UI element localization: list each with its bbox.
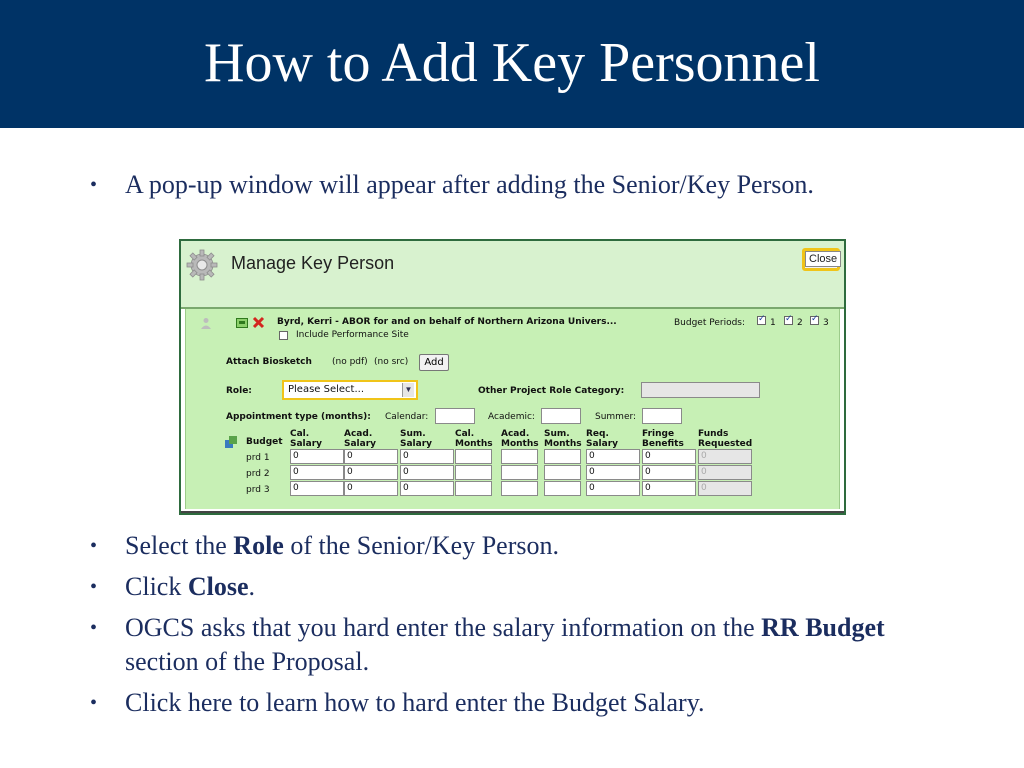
budget-cell-field[interactable]: 0 — [698, 481, 752, 496]
column-header: Salary — [586, 439, 619, 449]
bold-term: Role — [233, 531, 284, 560]
column-header: Salary — [344, 439, 377, 449]
budget-period-3-label: 3 — [823, 318, 829, 328]
bullet-fragment: A pop-up window will appear after adding the Senior/Key Person. — [125, 170, 814, 199]
column-header: Cal. — [290, 429, 310, 439]
gear-icon — [186, 249, 218, 281]
column-header: Sum. — [544, 429, 570, 439]
bullet-fragment: of the Senior/Key Person. — [283, 531, 559, 560]
manage-key-person-window — [179, 239, 846, 515]
column-header: Acad. — [501, 429, 530, 439]
budget-cell-field[interactable] — [544, 465, 581, 480]
calendar-label: Calendar: — [385, 412, 429, 422]
column-header: Req. — [586, 429, 609, 439]
close-button[interactable] — [802, 248, 840, 271]
person-icon — [200, 317, 212, 329]
summer-label: Summer: — [595, 412, 637, 422]
column-header: Cal. — [455, 429, 475, 439]
column-header: Sum. — [400, 429, 426, 439]
budget-periods-label: Budget Periods: — [674, 318, 746, 328]
popup-title: Manage Key Person — [231, 253, 395, 273]
budget-period-1-checkbox[interactable] — [757, 316, 766, 325]
bullet-fragment: . — [248, 572, 256, 601]
budget-cell-field[interactable] — [455, 449, 492, 464]
column-header: Fringe — [642, 429, 675, 439]
column-header: Requested — [698, 439, 753, 449]
delete-icon[interactable] — [252, 316, 265, 329]
edit-icon[interactable] — [236, 317, 248, 329]
summer-months-field[interactable] — [642, 408, 682, 424]
calendar-months-field[interactable] — [435, 408, 475, 424]
budget-cell-field[interactable] — [455, 465, 492, 480]
popup-bottom-border — [181, 511, 844, 513]
budget-cell-field[interactable]: 0 — [400, 465, 454, 480]
title-bar — [0, 0, 1024, 128]
budget-cell-field[interactable]: 0 — [642, 481, 696, 496]
budget-cell-field[interactable] — [501, 465, 538, 480]
appointment-type-label: Appointment type (months): — [226, 412, 371, 422]
budget-period-2-checkbox[interactable] — [784, 316, 793, 325]
budget-cell-field[interactable]: 0 — [400, 449, 454, 464]
budget-label: Budget — [246, 437, 283, 447]
attach-biosketch-label: Attach Biosketch — [226, 357, 312, 367]
role-label: Role: — [226, 386, 252, 396]
period-label: prd 1 — [246, 453, 270, 463]
period-label: prd 2 — [246, 469, 270, 479]
bullet-fragment: Select the — [125, 531, 234, 560]
include-performance-site-checkbox[interactable] — [279, 331, 288, 340]
budget-cell-field[interactable]: 0 — [290, 481, 344, 496]
academic-label: Academic: — [488, 412, 535, 422]
bullet-dot: • — [90, 576, 98, 598]
chevron-down-icon: ▼ — [402, 383, 414, 397]
include-performance-site-label: Include Performance Site — [296, 330, 409, 340]
column-header: Months — [544, 439, 582, 449]
bullet-fragment: section of the Proposal. — [125, 647, 370, 676]
column-header: Months — [501, 439, 539, 449]
budget-cell-field[interactable] — [544, 481, 581, 496]
budget-cell-field[interactable]: 0 — [290, 449, 344, 464]
budget-cell-field[interactable]: 0 — [344, 449, 398, 464]
bullet-fragment: OGCS asks that you hard enter the salary information on the — [125, 613, 762, 642]
academic-months-field[interactable] — [541, 408, 581, 424]
bullet-dot: • — [90, 617, 98, 639]
popup-header — [181, 241, 844, 309]
bullet-text — [125, 168, 955, 202]
no-pdf-text: (no pdf) — [332, 357, 368, 367]
budget-cell-field[interactable]: 0 — [586, 481, 640, 496]
budget-period-2-label: 2 — [797, 318, 803, 328]
bullet-dot: • — [90, 535, 98, 557]
bullet-text — [125, 686, 955, 720]
budget-cell-field[interactable]: 0 — [698, 465, 752, 480]
budget-cell-field[interactable]: 0 — [344, 481, 398, 496]
bold-term: RR Budget — [761, 613, 885, 642]
column-header: Months — [455, 439, 493, 449]
budget-cell-field[interactable]: 0 — [344, 465, 398, 480]
column-header: Benefits — [642, 439, 684, 449]
bullet-dot: • — [90, 174, 98, 196]
no-src-text: (no src) — [374, 357, 409, 367]
column-header: Acad. — [344, 429, 373, 439]
bullet-fragment: Click — [125, 572, 188, 601]
budget-cell-field[interactable] — [501, 481, 538, 496]
close-button-label: Close — [805, 251, 841, 267]
budget-cell-field[interactable]: 0 — [400, 481, 454, 496]
bullet-fragment: Click here to learn how to hard enter the Budget Salary. — [125, 688, 705, 717]
period-label: prd 3 — [246, 485, 270, 495]
other-role-field[interactable] — [641, 382, 760, 398]
bullet-dot: • — [90, 692, 98, 714]
column-header: Funds — [698, 429, 729, 439]
budget-period-1-label: 1 — [770, 318, 776, 328]
budget-cell-field[interactable]: 0 — [642, 449, 696, 464]
role-select[interactable] — [282, 380, 418, 400]
other-role-label: Other Project Role Category: — [478, 386, 625, 396]
slide-title: How to Add Key Personnel — [204, 32, 820, 94]
budget-cell-field[interactable] — [455, 481, 492, 496]
column-header: Salary — [400, 439, 433, 449]
budget-cell-field[interactable]: 0 — [586, 449, 640, 464]
role-select-value: Please Select... — [288, 384, 365, 395]
bold-term: Close — [187, 572, 249, 601]
budget-cell-field[interactable]: 0 — [698, 449, 752, 464]
person-name: Byrd, Kerri - ABOR for and on behalf of Northern Arizona Univers... — [277, 317, 617, 327]
bullet-text — [125, 611, 955, 679]
budget-cell-field[interactable]: 0 — [290, 465, 344, 480]
bullet-text — [125, 570, 955, 604]
add-biosketch-button[interactable]: Add — [419, 354, 449, 371]
budget-period-3-checkbox[interactable] — [810, 316, 819, 325]
budget-icon[interactable] — [224, 435, 238, 449]
bullet-text — [125, 529, 955, 563]
popup-body — [185, 309, 840, 509]
budget-cell-field[interactable] — [501, 449, 538, 464]
budget-cell-field[interactable]: 0 — [586, 465, 640, 480]
budget-cell-field[interactable] — [544, 449, 581, 464]
column-header: Salary — [290, 439, 323, 449]
budget-cell-field[interactable]: 0 — [642, 465, 696, 480]
